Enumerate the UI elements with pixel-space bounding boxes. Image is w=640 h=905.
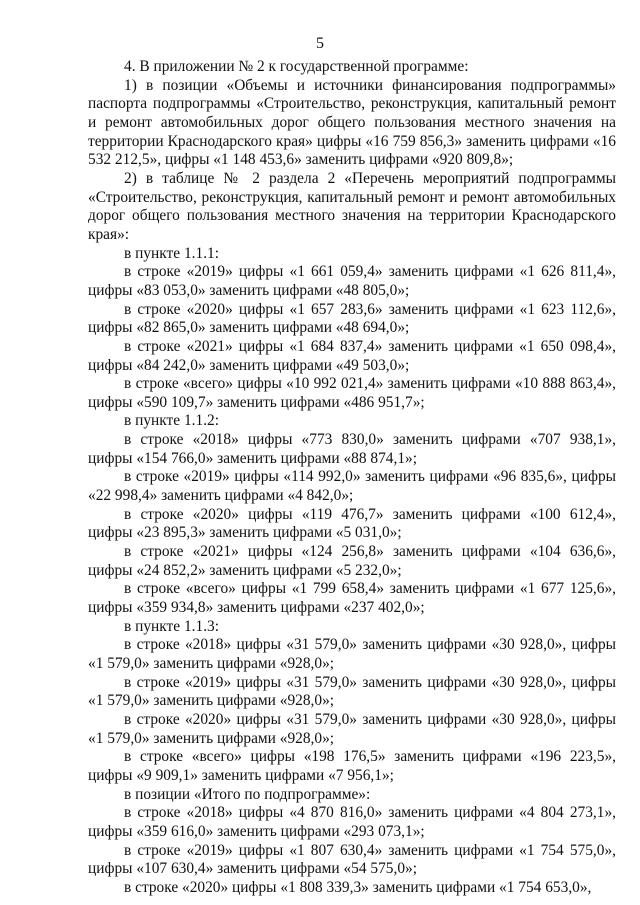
document-body bbox=[88, 58, 616, 898]
change-line: в строке «2019» цифры «1 661 059,4» заменить цифрами «1 626 811,4», цифры «83 053,0» заменить цифрами «48 805,0»; bbox=[88, 263, 616, 299]
point-heading-1-1-1: в пункте 1.1.1: bbox=[124, 244, 220, 262]
paragraph-table-change: 2) в таблице № 2 раздела 2 «Перечень мероприятий подпрограммы «Строительство, реконструкция, капитальный ремонт и ремонт автомобильных дорог общего пользования местного значения на территории Краснодарского края»: bbox=[88, 169, 616, 243]
change-line: в строке «2021» цифры «124 256,8» заменить цифрами «104 636,6», цифры «24 852,2» заменить цифрами «5 232,0»; bbox=[88, 543, 616, 579]
change-line: в строке «всего» цифры «10 992 021,4» заменить цифрами «10 888 863,4», цифры «590 109,7» заменить цифрами «486 951,7»; bbox=[88, 375, 616, 411]
change-line: в строке «2021» цифры «1 684 837,4» заменить цифрами «1 650 098,4», цифры «84 242,0» заменить цифрами «49 503,0»; bbox=[88, 337, 616, 374]
paragraph-passport-change: 1) в позиции «Объемы и источники финансирования подпрограммы» паспорта подпрограммы «Строительство, реконструкция, капитальный ремонт и ремонт автомобильных дорог общего пользования местного значения на территории Краснодарского края» цифры «16 759 856,3» заменить цифрами «16 532 212,5», цифры «1 148 453,6» заменить цифрами «920 809,8»; bbox=[88, 76, 616, 169]
change-line: в строке «всего» цифры «1 799 658,4» заменить цифрами «1 677 125,6», цифры «359 934,8» заменить цифрами «237 402,0»; bbox=[88, 580, 616, 617]
change-line: в строке «2018» цифры «31 579,0» заменить цифрами «30 928,0», цифры «1 579,0» заменить цифрами «928,0»; bbox=[88, 636, 616, 672]
change-line: в строке «2018» цифры «773 830,0» заменить цифрами «707 938,1», цифры «154 766,0» заменить цифрами «88 874,1»; bbox=[88, 431, 616, 467]
change-line: в строке «2020» цифры «1 808 339,3» заменить цифрами «1 754 653,0», bbox=[124, 878, 592, 896]
paragraph-item-4: 4. В приложении № 2 к государственной программе: bbox=[124, 58, 469, 75]
change-line: в строке «2019» цифры «31 579,0» заменить цифрами «30 928,0», цифры «1 579,0» заменить цифрами «928,0»; bbox=[88, 673, 616, 710]
change-line: в строке «2019» цифры «1 807 630,4» заменить цифрами «1 754 575,0», цифры «107 630,4» заменить цифрами «54 575,0»; bbox=[88, 841, 616, 878]
change-line: в строке «2019» цифры «114 992,0» заменить цифрами «96 835,6», цифры «22 998,4» заменить цифрами «4 842,0»; bbox=[88, 468, 616, 505]
change-line: в строке «2020» цифры «31 579,0» заменить цифрами «30 928,0», цифры «1 579,0» заменить цифрами «928,0»; bbox=[88, 710, 616, 747]
change-line: в строке «2020» цифры «1 657 283,6» заменить цифрами «1 623 112,6», цифры «82 865,0» заменить цифрами «48 694,0»; bbox=[88, 300, 616, 337]
page-number: 5 bbox=[316, 35, 324, 52]
change-line: в строке «2020» цифры «119 476,7» заменить цифрами «100 612,4», цифры «23 895,3» заменить цифрами «5 031,0»; bbox=[88, 505, 616, 542]
change-line: в строке «всего» цифры «198 176,5» заменить цифрами «196 223,5», цифры «9 909,1» заменить цифрами «7 956,1»; bbox=[88, 748, 616, 784]
position-total-heading: в позиции «Итого по подпрограмме»: bbox=[124, 785, 371, 803]
change-line: в строке «2018» цифры «4 870 816,0» заменить цифрами «4 804 273,1», цифры «359 616,0» заменить цифрами «293 073,1»; bbox=[88, 804, 616, 840]
point-heading-1-1-3: в пункте 1.1.3: bbox=[124, 617, 220, 635]
point-heading-1-1-2: в пункте 1.1.2: bbox=[124, 412, 220, 430]
